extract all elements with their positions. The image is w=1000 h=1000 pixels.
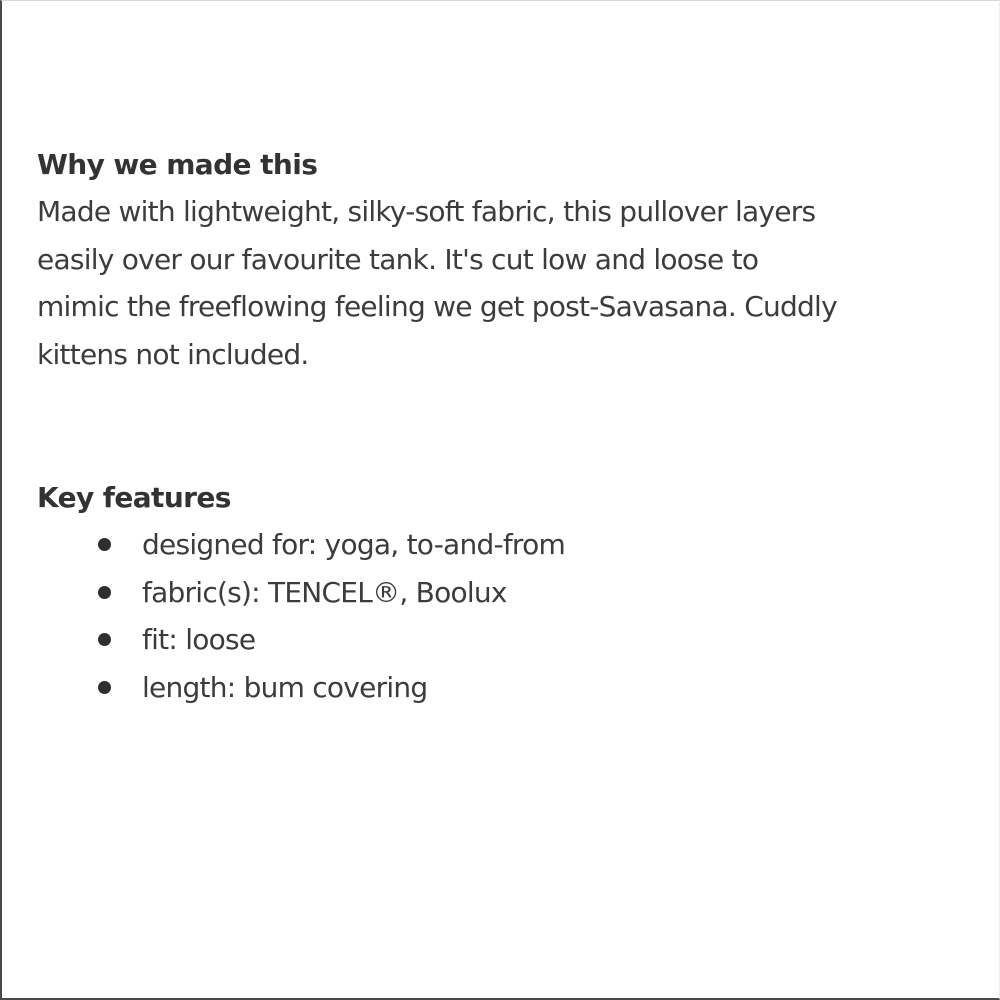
feature-item bbox=[37, 521, 977, 569]
why-we-made-this-section bbox=[37, 142, 977, 378]
feature-text: designed for: yoga, to-and-from bbox=[142, 528, 565, 561]
feature-text: fit: loose bbox=[142, 623, 256, 656]
paragraph-line: mimic the freeflowing feeling we get post-Savasana. Cuddly bbox=[37, 290, 837, 323]
bullet-icon bbox=[98, 633, 111, 646]
why-heading: Why we made this bbox=[37, 148, 318, 181]
bullet-icon bbox=[98, 586, 111, 599]
feature-text: length: bum covering bbox=[142, 670, 428, 704]
feature-item bbox=[37, 664, 977, 712]
bullet-icon bbox=[98, 538, 111, 551]
paragraph-line: easily over our favourite tank. It's cut low and loose to bbox=[37, 242, 759, 276]
features-list bbox=[37, 521, 977, 711]
paragraph-line: Made with lightweight, silky-soft fabric, this pullover layers bbox=[37, 195, 816, 228]
paragraph-line: kittens not included. bbox=[37, 337, 309, 371]
features-heading: Key features bbox=[37, 481, 231, 514]
feature-text: fabric(s): TENCEL®, Boolux bbox=[142, 575, 507, 609]
feature-item bbox=[37, 616, 977, 664]
why-paragraph bbox=[37, 188, 967, 378]
feature-item bbox=[37, 569, 977, 617]
bullet-icon bbox=[98, 681, 111, 694]
key-features-section bbox=[37, 475, 977, 711]
